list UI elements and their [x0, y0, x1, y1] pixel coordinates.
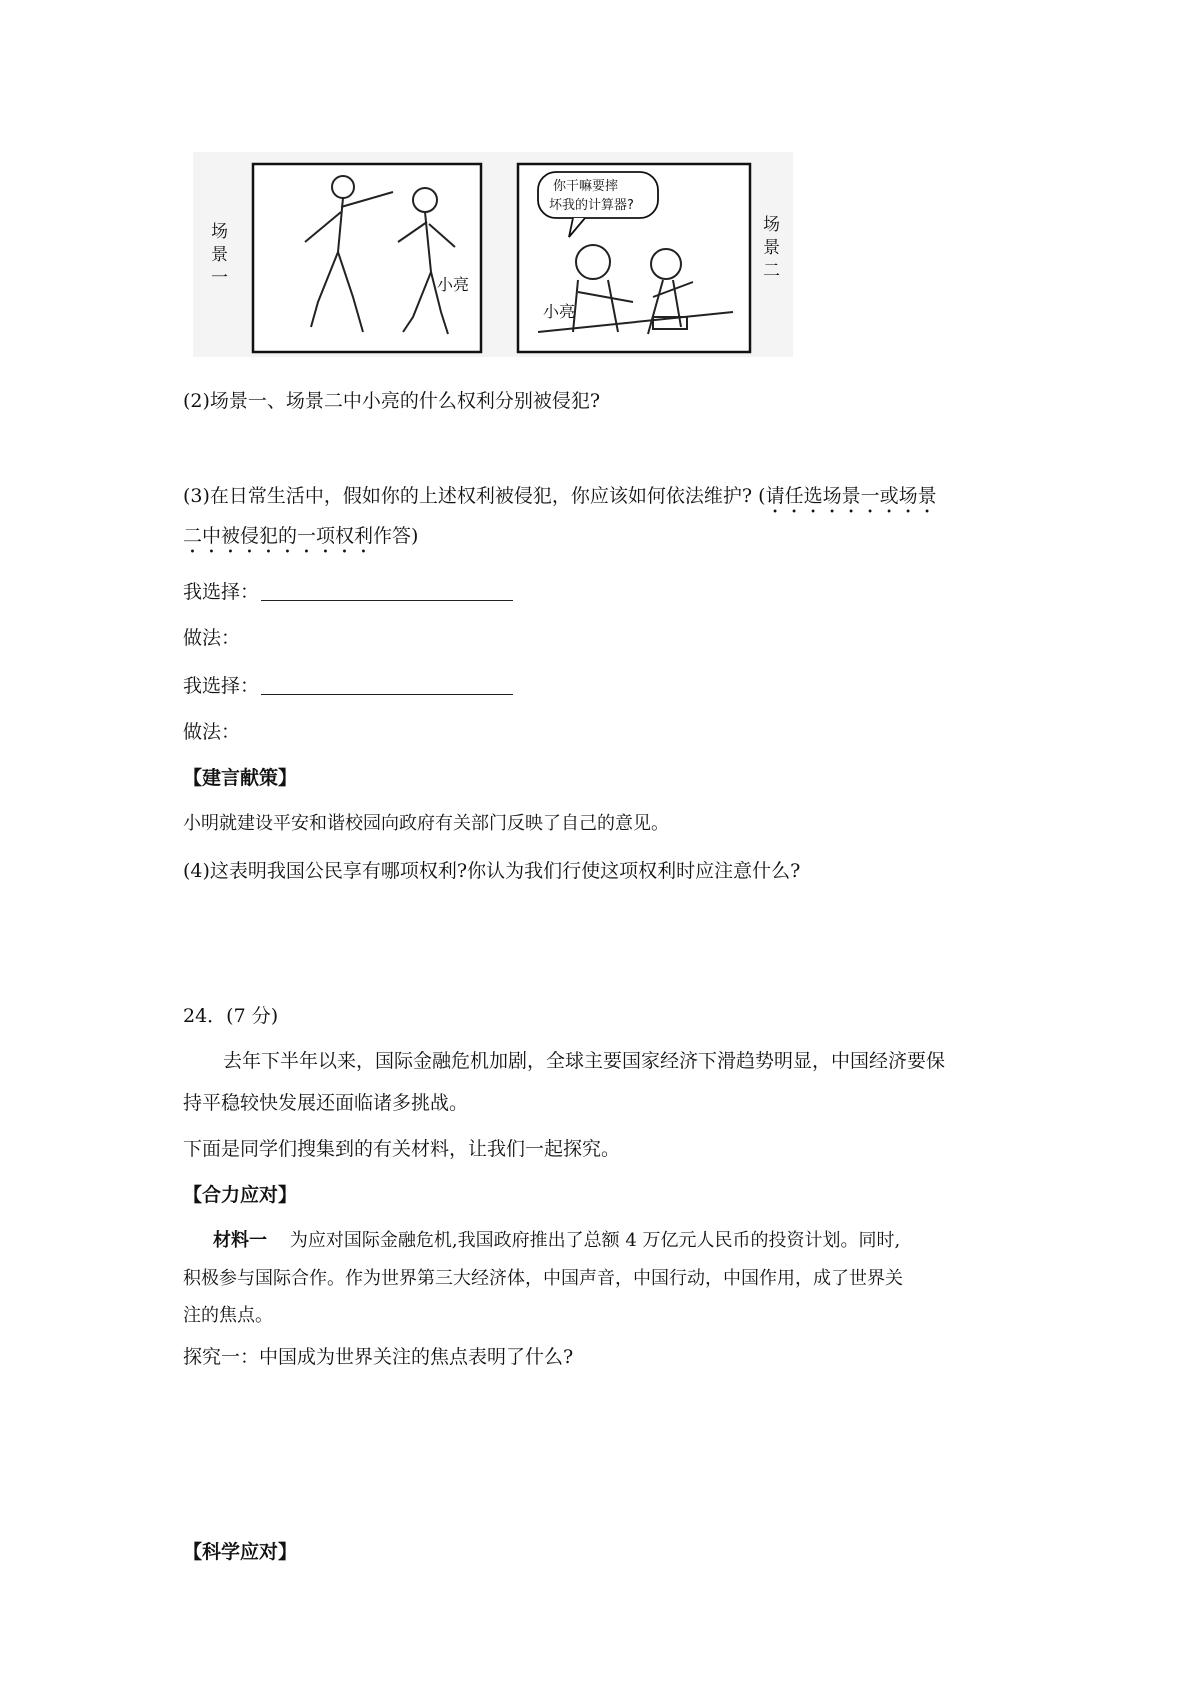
question-24-intro-line2: 持平稳较快发展还面临诸多挑战。 — [183, 1092, 469, 1114]
question-24-intro-line3: 下面是同学们搜集到的有关材料，让我们一起探究。 — [183, 1138, 621, 1160]
method-label-1: 做法： — [183, 627, 241, 649]
method-label-2: 做法： — [183, 721, 241, 743]
scene2-label-3: 二 — [763, 261, 780, 281]
question-3-suffix: 作答) — [373, 525, 419, 547]
jianyan-text: 小明就建设平安和谐校园向政府有关部门反映了自己的意见。 — [183, 813, 669, 834]
section-jianyan-heading: 【建言献策】 — [183, 767, 298, 789]
scene2-label-1: 场 — [763, 215, 780, 235]
question-4: (4)这表明我国公民享有哪项权利?你认为我们行使这项权利时应注意什么? — [183, 860, 801, 882]
material1-line1 — [213, 1227, 900, 1255]
scene1-panel — [253, 164, 481, 352]
question-3-emphasis-1: 请任选场景一或场景 — [765, 485, 937, 507]
material1-text-1: 为应对国际金融危机,我国政府推出了总额 4 万亿元人民币的投资计划。同时, — [289, 1230, 901, 1251]
speech-bubble-line1: 你干嘛要摔 — [553, 179, 619, 194]
scene1-xiaoliang-label: 小亮 — [437, 275, 470, 294]
scenes-illustration — [193, 152, 793, 357]
question-24-heading: 24．(7 分) — [183, 1005, 279, 1027]
choice-answer-blank-1[interactable] — [261, 580, 513, 601]
material1-line3: 注的焦点。 — [183, 1305, 273, 1326]
choice-row-2 — [183, 672, 513, 700]
material1-line2: 积极参与国际合作。作为世界第三大经济体，中国声音，中国行动，中国作用，成了世界关 — [183, 1268, 903, 1289]
question-3-line2 — [183, 522, 418, 558]
section-kexue-heading: 【科学应对】 — [183, 1541, 298, 1563]
scene1-label-1: 场 — [211, 222, 228, 242]
scene1-label-3: 一 — [211, 268, 228, 288]
choice-answer-blank-2[interactable] — [261, 674, 513, 695]
section-heli-heading: 【合力应对】 — [183, 1184, 298, 1206]
scene2-xiaoliang-label: 小亮 — [543, 302, 576, 321]
choice-row-1 — [183, 578, 513, 606]
question-3-emphasis-2: 二中被侵犯的一项权利 — [183, 525, 374, 547]
question-3-line1 — [183, 482, 937, 518]
choice-label-2: 我选择： — [183, 675, 260, 697]
choice-label-1: 我选择： — [183, 581, 260, 603]
question-3-prefix: (3)在日常生活中，假如你的上述权利被侵犯，你应该如何依法维护? ( — [183, 485, 766, 507]
question-24-intro-line1: 去年下半年以来，国际金融危机加剧，全球主要国家经济下滑趋势明显，中国经济要保 — [223, 1050, 946, 1072]
scene1-label-2: 景 — [211, 245, 228, 265]
speech-bubble-line2: 坏我的计算器? — [549, 198, 634, 213]
question-2: (2)场景一、场景二中小亮的什么权利分别被侵犯? — [183, 390, 601, 412]
explore-1: 探究一：中国成为世界关注的焦点表明了什么? — [183, 1346, 574, 1368]
scene2-label-2: 景 — [763, 238, 780, 258]
material1-label: 材料一 — [213, 1230, 267, 1251]
